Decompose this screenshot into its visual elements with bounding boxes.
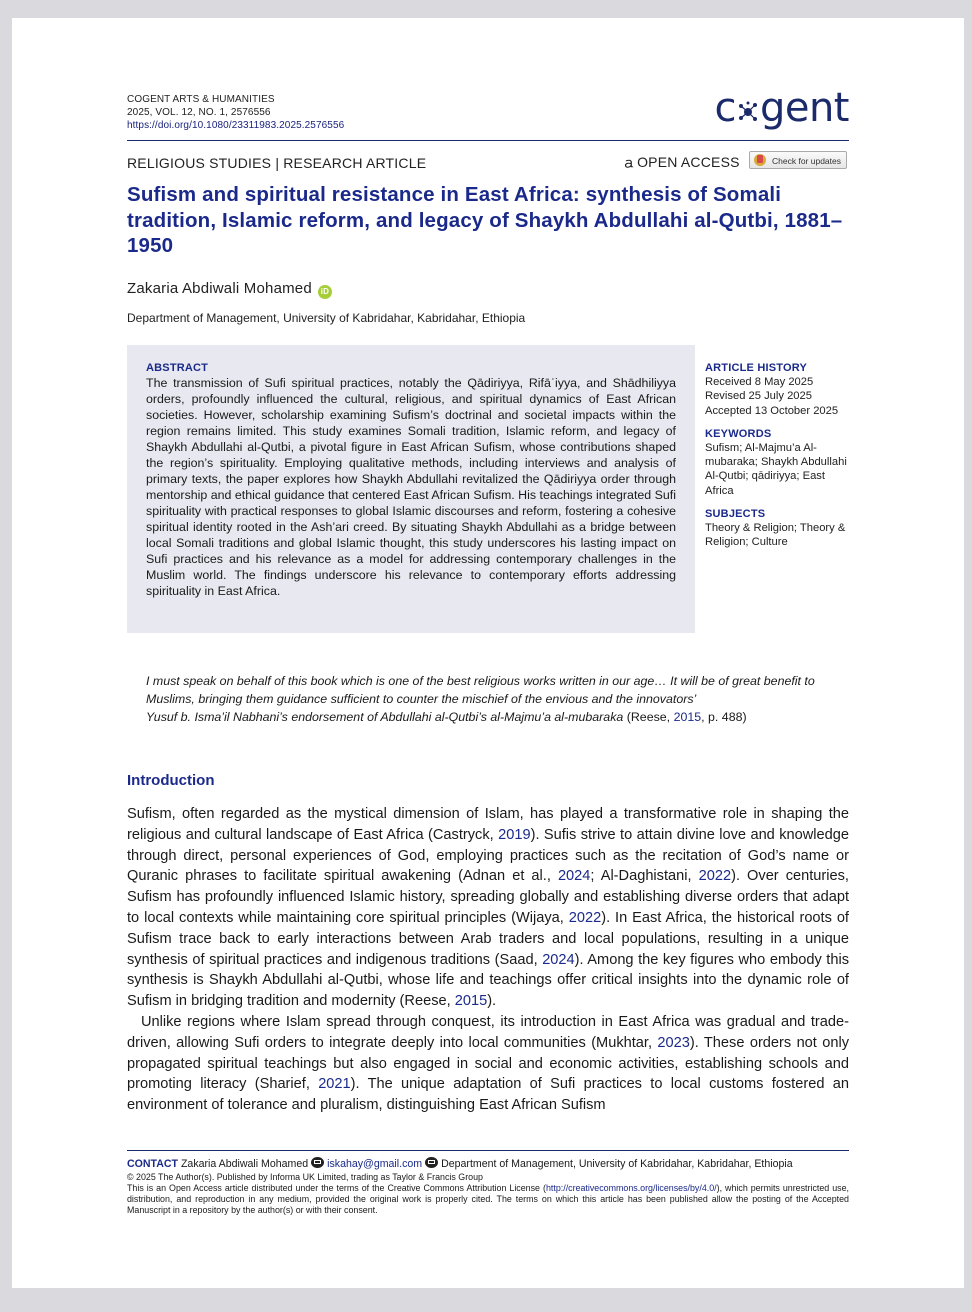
logo-text-right: gent: [759, 85, 849, 131]
copyright-notice: © 2025 The Author(s). Published by Informa UK Limited, trading as Taylor & Francis Group: [127, 1171, 483, 1182]
paragraph-text: ). Among the key figures who embody this synthesis is Shaykh Abdullahi al-Qutbi, whose life and teachings offer critical insights into the dynamic role of Sufism in bridging tradition and modernity (Reese,: [127, 951, 849, 1010]
article-title: Sufism and spiritual resistance in East Africa: synthesis of Somali tradition, Islamic reform, and legacy of Shaykh Abdullahi al-Qutbi, 1881–1950: [127, 183, 843, 257]
license-notice: [127, 1183, 849, 1217]
subjects-heading: SUBJECTS: [705, 508, 766, 521]
epigraph-cite-post: , p. 488): [701, 710, 747, 724]
paragraph-text: ). These orders not only propagated spiritual teachings but also engaged in social and economic activities, establishing schools and promoting literacy (Sharief,: [127, 1034, 850, 1093]
introduction-body: [127, 804, 849, 1116]
header-rule: [127, 140, 849, 141]
citation-link[interactable]: 2023: [657, 1034, 690, 1051]
author-name: Zakaria Abdiwali Mohamed: [127, 280, 312, 297]
license-link[interactable]: http://creativecommons.org/licenses/by/4.0/: [545, 1182, 717, 1193]
keywords-heading: KEYWORDS: [705, 427, 772, 440]
abstract-heading: ABSTRACT: [146, 362, 209, 374]
article-type-label: RESEARCH ARTICLE: [283, 155, 427, 171]
contact-address: Department of Management, University of Kabridahar, Kabridahar, Ethiopia: [441, 1158, 793, 1170]
introduction-heading: Introduction: [127, 772, 215, 789]
citation-link[interactable]: 2021: [318, 1076, 351, 1093]
epigraph-quote: I must speak on behalf of this book which is one of the best religious works written in our age… It will be of great benefit to Muslims, bringing them guidance sufficient to counter the mischief of the envious and the innovators’: [146, 674, 815, 706]
email-icon: [311, 1157, 324, 1168]
abstract-box: [127, 345, 695, 633]
epigraph-cite-pre: (Reese,: [623, 710, 674, 724]
volume-info: 2025, VOL. 12, NO. 1, 2576556: [127, 107, 271, 118]
body-paragraph: [127, 804, 849, 1012]
cogent-logo: [714, 85, 849, 131]
license-text-pre: This is an Open Access article distributed under the terms of the Creative Commons Attribution License (: [127, 1182, 546, 1193]
journal-name: COGENT ARTS & HUMANITIES: [127, 94, 275, 105]
received-date: Received 8 May 2025: [705, 376, 814, 388]
license-text-post: ), which permits unrestricted use, distribution, and reproduction in any medium, provided the original work is properly cited. The terms on which this article has been published allow the posting of the Accepted Manuscript in a repository by the author(s) or with their consent.: [127, 1182, 849, 1216]
check-for-updates-label: Check for updates: [772, 156, 841, 166]
doi-link[interactable]: https://doi.org/10.1080/23311983.2025.2576556: [127, 120, 345, 131]
footer-rule: [127, 1150, 849, 1151]
paragraph-text: ). In East Africa, the historical roots of Sufism trace back to early interactions between Arab traders and local populations, resulting in a unique synthesis of spiritual practices and indigenous traditions (Saad,: [127, 909, 849, 968]
citation-link[interactable]: 2022: [698, 868, 732, 885]
paragraph-text: ). The unique adaptation of Sufi practices to local customs fostered an environment of tolerance and pluralism, distinguishing East African Sufism: [127, 1076, 849, 1114]
article-section-line: [127, 155, 849, 171]
article-history-heading: ARTICLE HISTORY: [705, 362, 808, 374]
crossmark-icon: [754, 154, 766, 166]
check-for-updates-button[interactable]: [749, 151, 847, 169]
author-line: [127, 280, 849, 299]
subjects-list: Theory & Religion; Theory & Religion; Culture: [705, 522, 846, 549]
accepted-date: Accepted 13 October 2025: [705, 404, 839, 417]
citation-link[interactable]: 2015: [673, 710, 702, 724]
paragraph-text: Unlike regions where Islam spread through conquest, its introduction in East Africa was gradual and trade-driven, allowing Sufi orders to integrate deeply into local communities (Mukhtar,: [127, 1013, 849, 1051]
section-separator: |: [275, 155, 280, 171]
paragraph-text: Sufism, often regarded as the mystical dimension of Islam, has played a transformative role in shaping the religious and cultural landscape of East Africa (Castryck,: [127, 806, 849, 843]
open-access-badge: [624, 154, 740, 171]
paragraph-text: ). Sufis strive to attain divine love and knowledge through direct, personal experiences of God, employing practices such as the recitation of God’s name or Quranic phrases to facilitate spiritual awakening (Adnan et al.,: [127, 826, 849, 885]
keywords-list: Sufism; Al-Majmu’a Al-mubaraka; Shaykh Abdullahi Al-Qutbi; qādiriyya; East Africa: [705, 441, 847, 497]
revised-date: Revised 25 July 2025: [705, 390, 812, 403]
pdf-page: [12, 18, 964, 1288]
abstract-text: The transmission of Sufi spiritual practices, notably the Qādiriyya, Rifāʿiyya, and Shādhiliyya orders, profoundly influenced the cultural, religious, and spiritual dynamics of East African societies. However, scholarship examining Sufism’s doctrinal and societal impacts within the region remains limited. This study examines Somali tradition, Islamic reform, and legacy of Shaykh Abdullahi al-Qutbi, a pivotal figure in East African Sufism, whose contributions shaped the region’s spirituality. Employing qualitative methods, including interviews and analysis of primary texts, the paper explores how Shaykh Abdullahi revitalized the Qādiriyya order through mentorship and ethical guidance that centered East African Sufism. His teachings integrated Sufi spirituality with practical responses to global Islamic discourses and reform, fostering a cohesive spiritual identity rooted in the Ash’ari creed. By situating Shaykh Abdullahi as a bridge between local Somali traditions and global Islamic thought, this study underscores his lasting impact on Sufi practices and his relevance as a model for addressing contemporary challenges in the Muslim world. The findings underscore his relevance to contemporary efforts addressing spirituality in East Africa.: [146, 376, 676, 598]
epigraph: [127, 672, 849, 726]
article-sidebar: [705, 362, 855, 560]
address-icon: [425, 1157, 438, 1168]
citation-link[interactable]: 2015: [454, 993, 488, 1010]
contact-line: [127, 1157, 849, 1172]
author-affiliation: Department of Management, University of Kabridahar, Kabridahar, Ethiopia: [127, 311, 526, 325]
contact-email-link[interactable]: iskahay@gmail.com: [327, 1158, 423, 1170]
logo-network-icon: [737, 89, 759, 111]
citation-link[interactable]: 2022: [568, 909, 602, 926]
logo-text-left: c: [714, 85, 736, 131]
paragraph-text: ). Over centuries, Sufism has profoundly influenced Islamic history, spreading globally and establishing diverse orders that adapt to local contexts while maintaining core spiritual principles (Wijaya,: [127, 868, 849, 926]
open-access-label: OPEN ACCESS: [637, 154, 740, 170]
epigraph-attribution: Yusuf b. Isma’il Nabhani’s endorsement of Abdullahi al-Qutbi’s al-Majmu’a al-mubaraka: [146, 710, 624, 724]
citation-link[interactable]: 2019: [498, 826, 531, 843]
body-paragraph: [127, 1012, 849, 1116]
contact-label: CONTACT: [127, 1158, 178, 1170]
citation-link[interactable]: 2024: [542, 951, 575, 968]
orcid-icon[interactable]: iD: [318, 285, 332, 299]
paragraph-text: ; Al-Daghistani,: [590, 868, 699, 885]
article-footer: [127, 1157, 849, 1216]
contact-name: Zakaria Abdiwali Mohamed: [180, 1158, 309, 1170]
subject-label: RELIGIOUS STUDIES: [127, 155, 272, 171]
paragraph-text: ).: [487, 993, 497, 1010]
citation-link[interactable]: 2024: [557, 868, 591, 885]
open-lock-icon: 𝚊: [624, 154, 635, 170]
